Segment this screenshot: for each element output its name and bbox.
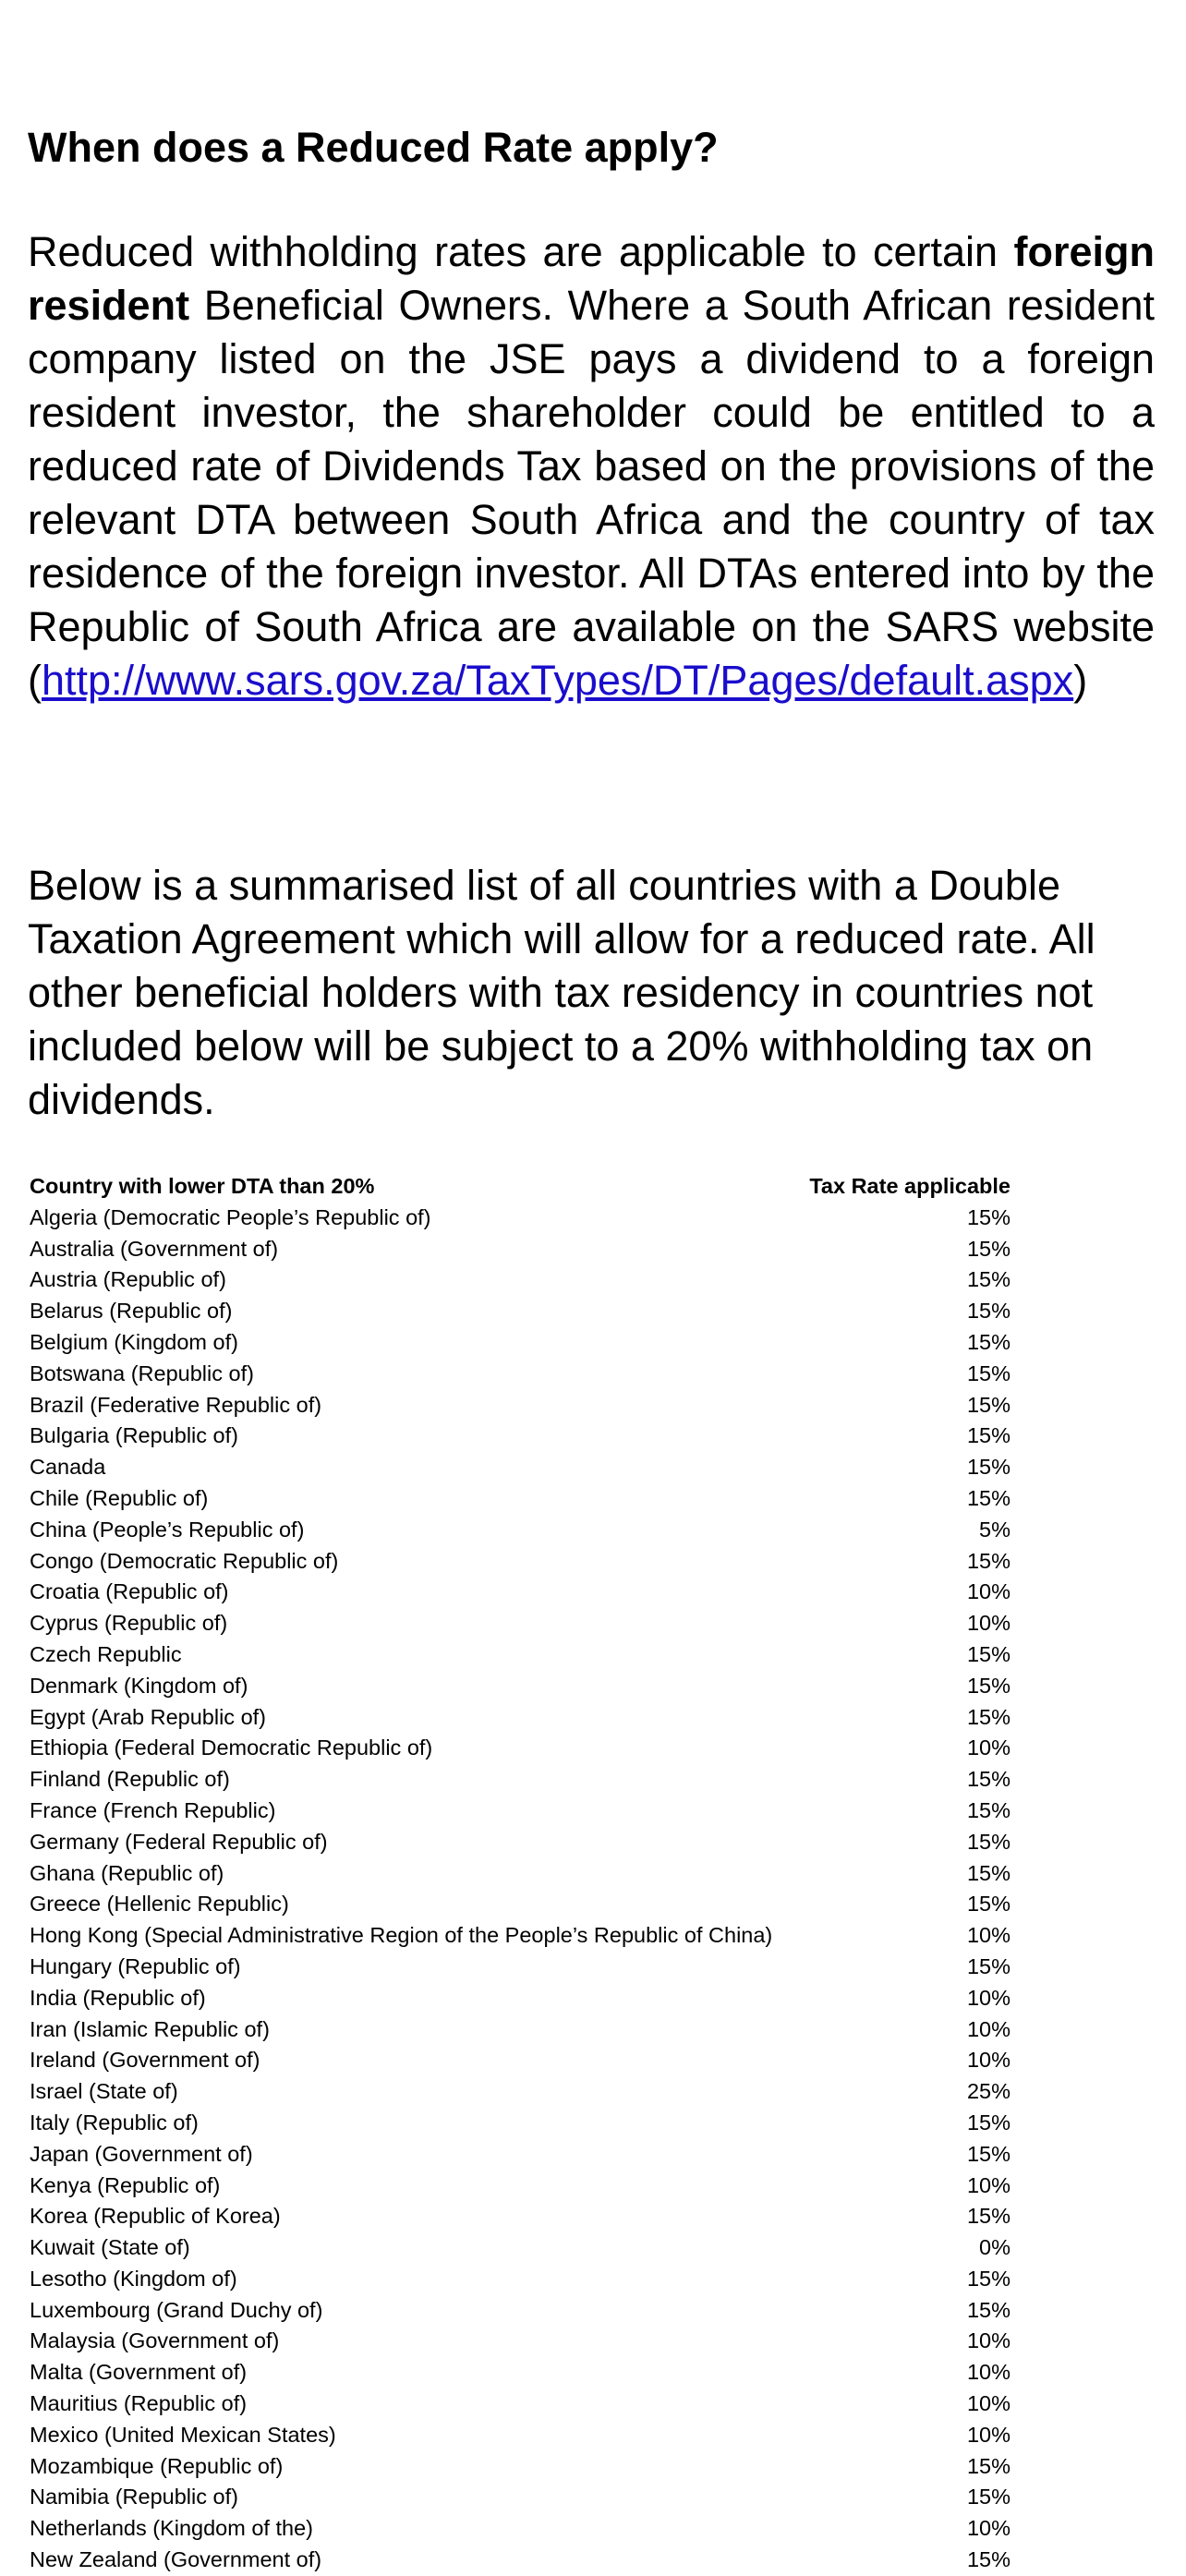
rate-cell: 10% bbox=[966, 1579, 1011, 1604]
rate-cell: 15% bbox=[966, 1267, 1011, 1292]
table-row bbox=[30, 2139, 1011, 2171]
country-cell: Botswana (Republic of) bbox=[30, 1361, 254, 1385]
rate-cell: 15% bbox=[966, 1673, 1011, 1698]
table-row bbox=[30, 2295, 1011, 2327]
country-cell: Mexico (United Mexican States) bbox=[30, 2422, 336, 2447]
country-cell: Bulgaria (Republic of) bbox=[30, 1423, 238, 1448]
table-row bbox=[30, 1359, 1011, 1390]
table-row bbox=[30, 2451, 1011, 2483]
country-cell: Finland (Republic of) bbox=[30, 1767, 230, 1792]
rate-cell: 15% bbox=[966, 1641, 1011, 1666]
country-cell: Czech Republic bbox=[30, 1641, 182, 1666]
country-cell: Israel (State of) bbox=[30, 2079, 178, 2104]
table-header-row bbox=[30, 1171, 1011, 1203]
rate-cell: 10% bbox=[966, 1985, 1011, 2010]
country-cell: Austria (Republic of) bbox=[30, 1267, 226, 1292]
rate-cell: 15% bbox=[966, 1892, 1011, 1917]
table-row bbox=[30, 1983, 1011, 2014]
country-cell: China (People’s Republic of) bbox=[30, 1517, 305, 1542]
rate-cell: 10% bbox=[966, 1923, 1011, 1948]
intro-text-end: ) bbox=[1073, 657, 1088, 704]
table-row bbox=[30, 1296, 1011, 1327]
country-cell: Denmark (Kingdom of) bbox=[30, 1673, 248, 1698]
rate-cell: 25% bbox=[966, 2079, 1011, 2104]
rate-cell: 10% bbox=[966, 2391, 1011, 2416]
intro-bold-phrase: foreign resident bbox=[28, 228, 1155, 329]
rate-cell: 15% bbox=[966, 1860, 1011, 1885]
rate-cell: 0% bbox=[979, 2235, 1011, 2260]
country-cell: Kenya (Republic of) bbox=[30, 2172, 221, 2197]
rate-cell: 10% bbox=[966, 2422, 1011, 2447]
page-title: When does a Reduced Rate apply? bbox=[28, 124, 719, 171]
rate-cell: 15% bbox=[966, 1767, 1011, 1792]
table-row bbox=[30, 2326, 1011, 2357]
rate-cell: 15% bbox=[966, 2547, 1011, 2572]
rate-cell: 15% bbox=[966, 2204, 1011, 2229]
table-row bbox=[30, 1671, 1011, 1702]
country-cell: Luxembourg (Grand Duchy of) bbox=[30, 2297, 323, 2322]
rate-cell: 15% bbox=[966, 1455, 1011, 1480]
sars-website-link[interactable]: http://www.sars.gov.za/TaxTypes/DT/Pages/default.aspx bbox=[42, 657, 1074, 704]
rate-column-header: Tax Rate applicable bbox=[809, 1174, 1011, 1198]
table-row bbox=[30, 1515, 1011, 1546]
table-row bbox=[30, 2076, 1011, 2108]
rate-cell: 5% bbox=[979, 1517, 1011, 1542]
country-cell: Ghana (Republic of) bbox=[30, 1860, 224, 1885]
table-row bbox=[30, 1483, 1011, 1515]
country-cell: Lesotho (Kingdom of) bbox=[30, 2266, 237, 2291]
country-cell: Greece (Hellenic Republic) bbox=[30, 1892, 289, 1917]
table-row bbox=[30, 1390, 1011, 1421]
country-cell: Cyprus (Republic of) bbox=[30, 1611, 228, 1636]
table-row bbox=[30, 1577, 1011, 1608]
rate-cell: 15% bbox=[966, 1548, 1011, 1573]
rate-cell: 10% bbox=[966, 2048, 1011, 2073]
rate-cell: 15% bbox=[966, 1392, 1011, 1417]
rate-cell: 15% bbox=[966, 1299, 1011, 1324]
rate-cell: 15% bbox=[966, 2141, 1011, 2166]
country-cell: Mozambique (Republic of) bbox=[30, 2453, 284, 2478]
country-cell: Kuwait (State of) bbox=[30, 2235, 190, 2260]
country-cell: Croatia (Republic of) bbox=[30, 1579, 229, 1604]
country-cell: France (French Republic) bbox=[30, 1797, 276, 1822]
table-row bbox=[30, 2171, 1011, 2202]
country-cell: Japan (Government of) bbox=[30, 2141, 253, 2166]
country-cell: Egypt (Arab Republic of) bbox=[30, 1704, 267, 1729]
country-cell: Germany (Federal Republic of) bbox=[30, 1829, 328, 1854]
table-row bbox=[30, 2014, 1011, 2046]
rate-cell: 10% bbox=[966, 2172, 1011, 2197]
country-cell: Belgium (Kingdom of) bbox=[30, 1329, 238, 1354]
intro-text-middle: Beneficial Owners. Where a South African resident company listed on the JSE pays a dividend to a foreign resident investor, the shareholder could be entitled to a reduced rate of Dividends Tax based on the provisions of the relevant DTA between South Africa and the country of tax residence of the foreign investor. All DTAs entered into by the Republic of South Africa are available on the SARS website ( bbox=[28, 282, 1155, 704]
country-cell: Korea (Republic of Korea) bbox=[30, 2204, 281, 2229]
rate-cell: 15% bbox=[966, 1953, 1011, 1978]
country-cell: Netherlands (Kingdom of the) bbox=[30, 2516, 313, 2541]
rate-cell: 10% bbox=[966, 2516, 1011, 2541]
table-row bbox=[30, 2513, 1011, 2545]
country-cell: Hungary (Republic of) bbox=[30, 1953, 241, 1978]
country-cell: Belarus (Republic of) bbox=[30, 1299, 233, 1324]
table-row bbox=[30, 1608, 1011, 1639]
country-cell: Australia (Government of) bbox=[30, 1236, 279, 1261]
rate-cell: 15% bbox=[966, 1829, 1011, 1854]
table-row bbox=[30, 1764, 1011, 1796]
rate-cell: 10% bbox=[966, 1735, 1011, 1760]
table-row bbox=[30, 1234, 1011, 1265]
country-cell: Malaysia (Government of) bbox=[30, 2328, 280, 2353]
country-cell: Namibia (Republic of) bbox=[30, 2485, 238, 2509]
country-cell: Ireland (Government of) bbox=[30, 2048, 260, 2073]
table-row bbox=[30, 1920, 1011, 1952]
country-cell: Brazil (Federative Republic of) bbox=[30, 1392, 322, 1417]
rate-cell: 15% bbox=[966, 1797, 1011, 1822]
country-cell: Iran (Islamic Republic of) bbox=[30, 2016, 270, 2041]
rate-cell: 15% bbox=[966, 1704, 1011, 1729]
table-row bbox=[30, 1952, 1011, 1983]
country-cell: New Zealand (Government of) bbox=[30, 2547, 322, 2572]
summary-paragraph: Below is a summarised list of all countries with a Double Taxation Agreement which will allow for a reduced rate. All other beneficial holders with tax residency in countries not included below will be subject to a 20% withholding tax on dividends. bbox=[28, 862, 1095, 1123]
country-cell: Congo (Democratic Republic of) bbox=[30, 1548, 339, 1573]
table-row bbox=[30, 1546, 1011, 1578]
rate-cell: 10% bbox=[966, 2016, 1011, 2041]
rate-cell: 10% bbox=[966, 2360, 1011, 2385]
country-column-header: Country with lower DTA than 20% bbox=[30, 1174, 375, 1198]
rate-cell: 15% bbox=[966, 1423, 1011, 1448]
table-row bbox=[30, 2545, 1011, 2576]
table-row bbox=[30, 1858, 1011, 1890]
rate-cell: 15% bbox=[966, 2485, 1011, 2509]
rate-cell: 15% bbox=[966, 1329, 1011, 1354]
rate-cell: 15% bbox=[966, 1361, 1011, 1385]
country-cell: Malta (Government of) bbox=[30, 2360, 248, 2385]
table-row bbox=[30, 1264, 1011, 1296]
table-row bbox=[30, 2201, 1011, 2232]
table-row bbox=[30, 1702, 1011, 1734]
table-row bbox=[30, 2232, 1011, 2264]
country-cell: Algeria (Democratic People’s Republic of) bbox=[30, 1204, 431, 1229]
rate-cell: 15% bbox=[966, 1485, 1011, 1510]
table-row bbox=[30, 1203, 1011, 1234]
intro-paragraph bbox=[28, 225, 1155, 707]
country-cell: Hong Kong (Special Administrative Region of the People’s Republic of China) bbox=[30, 1923, 773, 1948]
table-row bbox=[30, 2482, 1011, 2513]
table-row bbox=[30, 1733, 1011, 1764]
table-row bbox=[30, 1452, 1011, 1483]
rate-cell: 15% bbox=[966, 2266, 1011, 2291]
table-row bbox=[30, 2264, 1011, 2295]
table-row bbox=[30, 2108, 1011, 2139]
country-cell: India (Republic of) bbox=[30, 1985, 206, 2010]
table-row bbox=[30, 1639, 1011, 1671]
rate-cell: 15% bbox=[966, 1236, 1011, 1261]
rate-cell: 15% bbox=[966, 2453, 1011, 2478]
table-row bbox=[30, 1796, 1011, 1827]
country-cell: Canada bbox=[30, 1455, 106, 1480]
country-cell: Chile (Republic of) bbox=[30, 1485, 209, 1510]
rate-cell: 15% bbox=[966, 1204, 1011, 1229]
rate-cell: 10% bbox=[966, 2328, 1011, 2353]
table-row bbox=[30, 2045, 1011, 2076]
table-row bbox=[30, 1327, 1011, 1359]
country-cell: Ethiopia (Federal Democratic Republic of) bbox=[30, 1735, 433, 1760]
table-row bbox=[30, 1827, 1011, 1858]
rate-cell: 15% bbox=[966, 2110, 1011, 2135]
intro-text-start: Reduced withholding rates are applicable to certain bbox=[28, 228, 1014, 275]
table-row bbox=[30, 2420, 1011, 2451]
country-cell: Italy (Republic of) bbox=[30, 2110, 199, 2135]
table-row bbox=[30, 2389, 1011, 2420]
rate-cell: 15% bbox=[966, 2297, 1011, 2322]
table-row bbox=[30, 1421, 1011, 1452]
rate-cell: 10% bbox=[966, 1611, 1011, 1636]
table-row bbox=[30, 2357, 1011, 2389]
dta-rates-table bbox=[30, 1171, 1011, 2576]
table-row bbox=[30, 1889, 1011, 1920]
country-cell: Mauritius (Republic of) bbox=[30, 2391, 248, 2416]
